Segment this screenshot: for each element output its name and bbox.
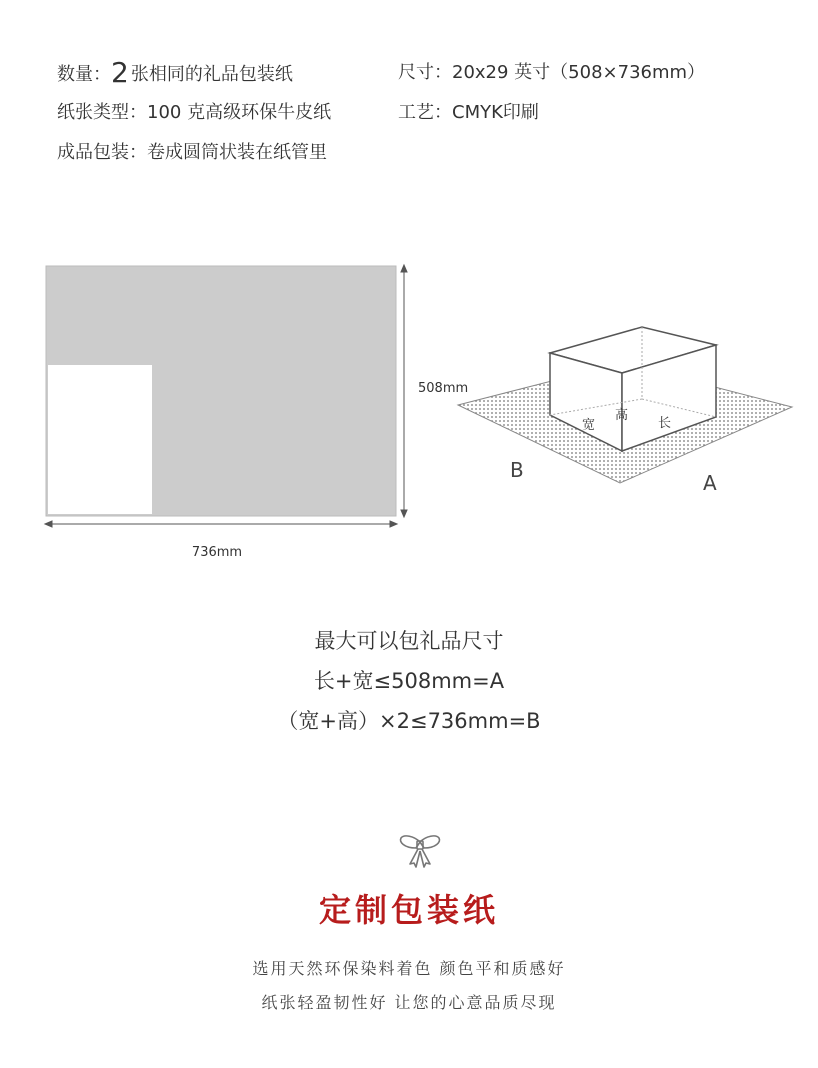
box-width-label: 宽 xyxy=(582,418,596,433)
spec-packaging-label: 成品包装： xyxy=(57,142,147,163)
bow-icon xyxy=(398,830,442,870)
spec-packaging xyxy=(57,141,327,165)
box-wrap-diagram xyxy=(410,315,800,505)
spec-quantity-number: 2 xyxy=(111,56,129,89)
spec-size-label: 尺寸： xyxy=(398,62,452,83)
slogan-line-1: 选用天然环保染料着色 颜色平和质感好 xyxy=(252,959,566,978)
spec-size-value: 20x29 英寸（508×736mm） xyxy=(452,62,706,83)
sheet-size-diagram xyxy=(42,262,422,562)
formula-line-a: 长+宽≤508mm=A xyxy=(313,669,505,693)
spec-process-label: 工艺： xyxy=(398,102,452,123)
letter-b: B xyxy=(510,458,524,482)
height-dimension-line xyxy=(401,265,407,517)
spec-packaging-value: 卷成圆筒状装在纸管里 xyxy=(147,142,327,163)
spec-paper-type-label: 纸张类型： xyxy=(57,102,147,123)
letter-a: A xyxy=(703,471,717,495)
spec-size xyxy=(398,61,705,85)
height-label-508: 508mm xyxy=(418,381,469,396)
box-height-label: 高 xyxy=(615,408,629,423)
spec-process-value: CMYK印刷 xyxy=(452,102,539,123)
width-label: 736mm xyxy=(191,545,243,560)
formula-line-b: （宽+高）×2≤736mm=B xyxy=(277,709,541,733)
sheet-white-area xyxy=(48,365,152,514)
spec-process xyxy=(398,101,539,125)
formula-title: 最大可以包礼品尺寸 xyxy=(314,629,504,653)
width-dimension-line xyxy=(45,521,397,527)
custom-wrapping-paper-title: 定制包装纸 xyxy=(318,891,499,929)
spec-quantity xyxy=(57,56,293,89)
box-length-label: 长 xyxy=(658,416,672,431)
spec-paper-type xyxy=(57,101,331,125)
spec-quantity-value: 张相同的礼品包装纸 xyxy=(130,64,293,85)
spec-paper-type-value: 100 克高级环保牛皮纸 xyxy=(147,102,332,123)
spec-quantity-label: 数量： xyxy=(57,64,111,85)
slogan-line-2: 纸张轻盈韧性好 让您的心意品质尽现 xyxy=(261,993,557,1012)
